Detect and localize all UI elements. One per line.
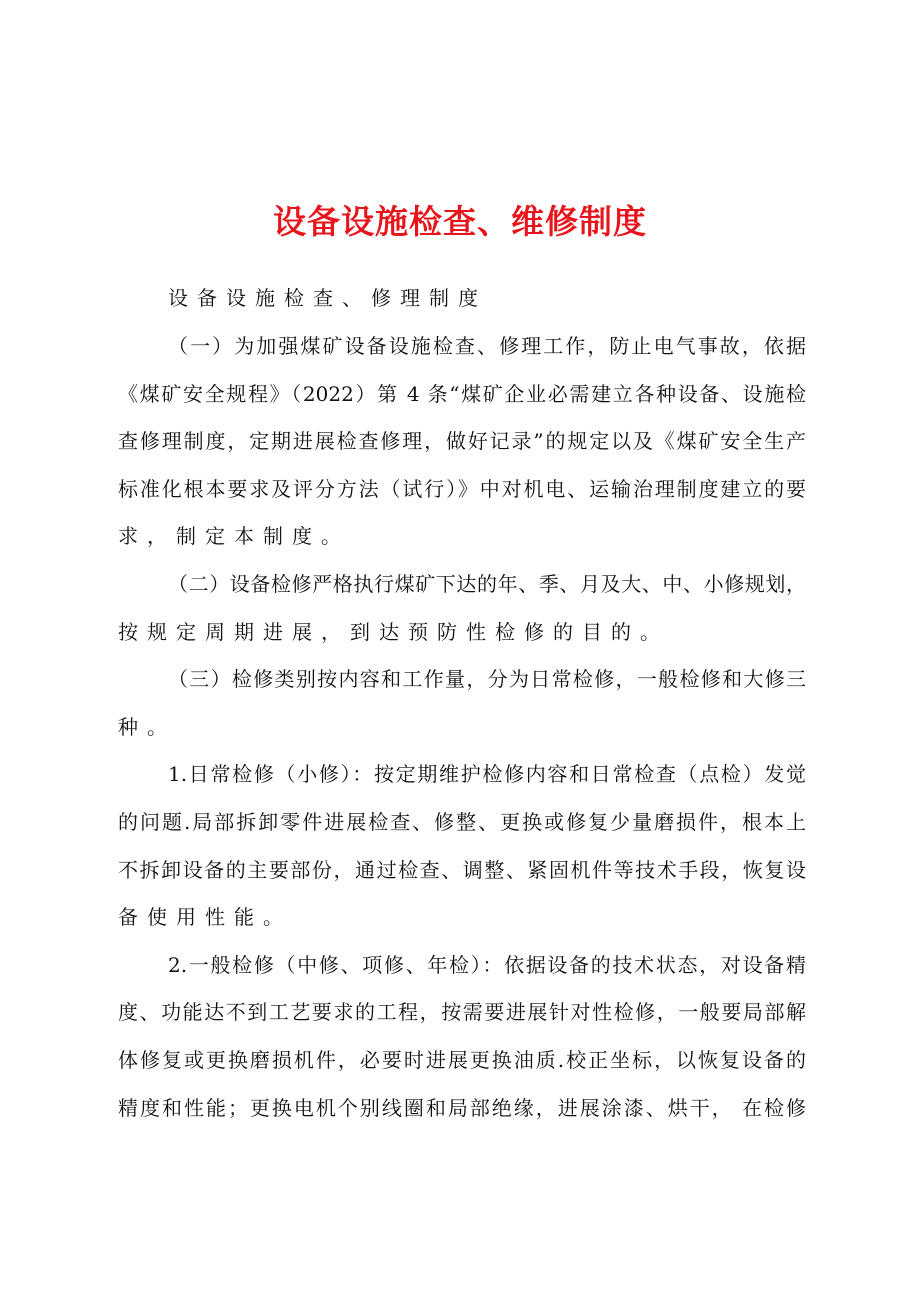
paragraph-4-line: 不拆卸设备的主要部份，通过检查、调整、紧固机件等技术手段，恢复设 [118,858,806,882]
paragraph-4-line: 备使用性能。 [118,905,292,929]
paragraph-3-line: 种。 [118,715,176,739]
paragraph-5-line: 精度和性能；更换电机个别线圈和局部绝缘，进展涂漆、烘干， 在检修 [118,1096,806,1120]
paragraph-1-line: 求，制定本制度。 [118,524,350,548]
paragraph-1-line: 《煤矿安全规程》（2022）第 4 条“煤矿企业必需建立各种设备、设施检 [118,382,806,406]
paragraph-2-line: 按规定周期进展，到达预防性检修的目的。 [118,620,669,644]
paragraph-1-line: （一）为加强煤矿设备设施检查、修理工作，防止电气事故，依据 [168,334,806,358]
paragraph-1-line: 查修理制度，定期进展检查修理，做好记录”的规定以及《煤矿安全生产 [118,429,806,453]
paragraph-5-line: 体修复或更换磨损机件，必要时进展更换油质.校正坐标，以恢复设备的 [118,1048,806,1072]
paragraph-4-line: 1.日常检修（小修）：按定期维护检修内容和日常检查（点检）发觉 [168,762,806,786]
paragraph-3-line: （三）检修类别按内容和工作量，分为日常检修，一般检修和大修三 [168,667,806,691]
document-title: 设备设施检查、维修制度 [273,202,647,241]
subtitle: 设备设施检查、修理制度 [168,286,487,310]
paragraph-5-line: 度、功能达不到工艺要求的工程，按需要进展针对性检修，一般要局部解 [118,1000,806,1024]
paragraph-4-line: 的问题.局部拆卸零件进展检查、修整、更换或修复少量磨损件，根本上 [118,810,806,834]
paragraph-5-line: 2.一般检修（中修、项修、年检）：依据设备的技术状态，对设备精 [168,953,806,977]
paragraph-1-line: 标准化根本要求及评分方法（试行）》中对机电、运输治理制度建立的要 [118,477,806,501]
paragraph-2-line: （二）设备检修严格执行煤矿下达的年、季、月及大、中、小修规划， [168,572,806,596]
